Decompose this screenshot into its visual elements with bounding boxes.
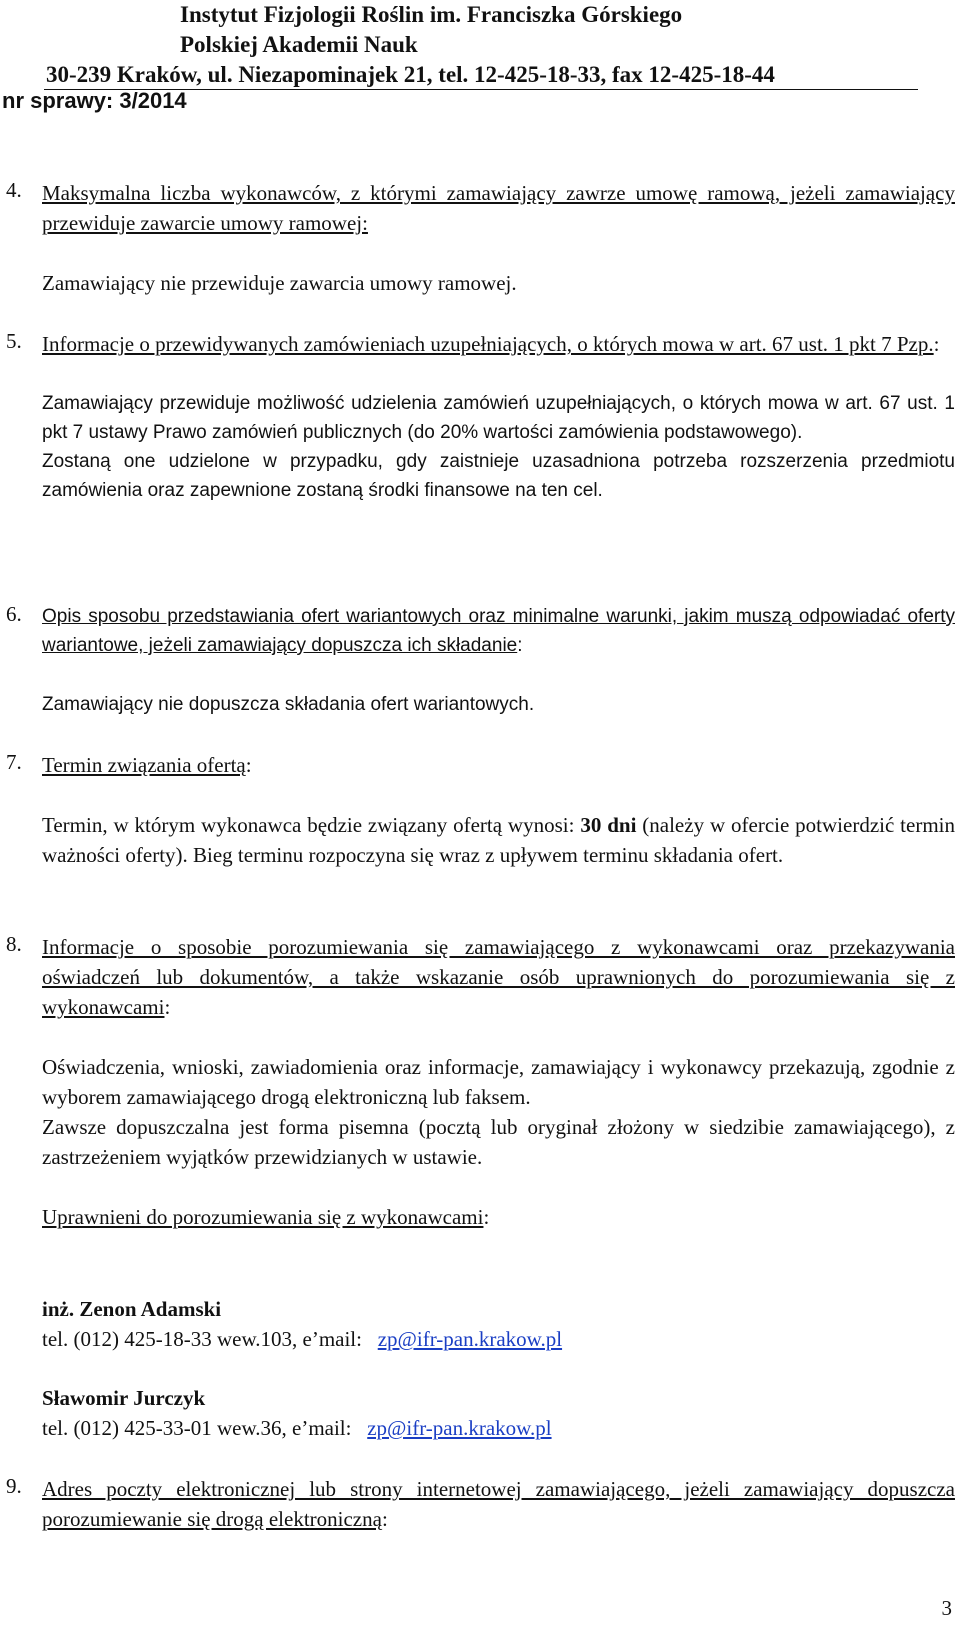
section-text: Zamawiający nie przewiduje zawarcia umowy ramowej. bbox=[42, 271, 517, 295]
section-text: Zamawiający przewiduje możliwość udzielenia zamówień uzupełniających, o których mowa w art. 67 ust. 1 pkt 7 ustawy Prawo zamówień publicznych (do 20% wartości zamówienia podstawowego). bbox=[42, 393, 955, 443]
section-body bbox=[42, 602, 955, 719]
header-address: 30-239 Kraków, ul. Niezapominajek 21, tel. 12-425-18-33, fax 12-425-18-44 bbox=[46, 62, 775, 87]
section-text: Zamawiający nie dopuszcza składania ofert wariantowych. bbox=[42, 694, 535, 715]
heading-colon: : bbox=[933, 332, 940, 356]
section-text: Oświadczenia, wnioski, zawiadomienia oraz informacje, zamawiający i wykonawcy przekazują, zgodnie z wyborem zamawiającego drogą elektroniczną lub faksem. bbox=[42, 1055, 955, 1109]
section-text: Termin, w którym wykonawca będzie związany ofertą wynosi: 30 dni (należy w ofercie potwierdzić termin ważności oferty). Bieg terminu rozpoczyna się wraz z upływem terminu składania ofert. bbox=[42, 813, 955, 867]
section-text: Zostaną one udzielone w przypadku, gdy zaistnieje uzasadniona potrzeba rozszerzenia przedmiotu zamówienia oraz zapewnione zostaną środki finansowe na ten cel. bbox=[42, 451, 955, 501]
email-link[interactable]: zp@ifr-pan.krakow.pl bbox=[367, 1416, 552, 1440]
section-heading: Informacje o przewidywanych zamówieniach uzupełniających, o których mowa w art. 67 ust. 1 pkt 7 Pzp. bbox=[42, 332, 934, 356]
section-body bbox=[42, 329, 955, 505]
heading-colon: : bbox=[245, 753, 252, 777]
heading-colon: : bbox=[164, 995, 171, 1019]
heading-colon: : bbox=[381, 1507, 388, 1531]
header-academy-name: Polskiej Akademii Nauk bbox=[180, 32, 418, 57]
header-institute-name: Instytut Fizjologii Roślin im. Franciszka Górskiego bbox=[180, 2, 683, 27]
section-heading: Maksymalna liczba wykonawców, z którymi zamawiający zawrze umowę ramową, jeżeli zamawiający przewiduje zawarcie umowy ramowej: bbox=[42, 181, 955, 235]
case-number: nr sprawy: 3/2014 bbox=[2, 88, 187, 113]
section-heading: Termin związania ofertą bbox=[42, 753, 246, 777]
section-number: 5. bbox=[6, 329, 22, 353]
contact-name: Sławomir Jurczyk bbox=[42, 1386, 206, 1410]
email-link[interactable]: zp@ifr-pan.krakow.pl bbox=[377, 1327, 563, 1351]
section-number: 4. bbox=[6, 178, 22, 202]
section-text: Zawsze dopuszczalna jest forma pisemna (pocztą lub oryginał złożony w siedzibie zamawiającego), z zastrzeżeniem wyjątków przewidzianych w ustawie. bbox=[42, 1115, 955, 1169]
section-number: 8. bbox=[6, 932, 22, 956]
contact-name: inż. Zenon Adamski bbox=[42, 1297, 222, 1321]
page-number: 3 bbox=[941, 1596, 952, 1620]
heading-colon: : bbox=[517, 635, 523, 656]
section-heading: Adres poczty elektronicznej lub strony internetowej zamawiającego, jeżeli zamawiający dopuszcza porozumiewanie się drogą elektroniczną bbox=[42, 1477, 955, 1531]
section-body bbox=[42, 1474, 955, 1534]
authorized-persons-label: Uprawnieni do porozumiewania się z wykonawcami bbox=[42, 1205, 484, 1229]
section-number: 9. bbox=[6, 1474, 22, 1498]
contact-phone: tel. (012) 425-33-01 wew.36, e’mail: bbox=[42, 1416, 352, 1440]
section-body bbox=[42, 178, 955, 298]
section-number: 7. bbox=[6, 750, 22, 774]
section-heading: Opis sposobu przedstawiania ofert wariantowych oraz minimalne warunki, jakim muszą odpowiadać oferty wariantowe, jeżeli zamawiający dopuszcza ich składanie bbox=[42, 606, 955, 656]
offer-validity-days: 30 dni bbox=[580, 813, 637, 837]
section-number: 6. bbox=[6, 602, 22, 626]
section-body: Informacje o sposobie porozumiewania się zamawiającego z wykonawcami oraz przekazywania oświadczeń lub dokumentów, a także wskazanie osób uprawnionych do porozumiewania się z wykonawcami: Oświadczenia, wnioski, zawiadomienia oraz informacje, zamawiający i wykonawcy przekazują, zgodnie z wyborem zamawiającego drogą elektroniczną lub faksem. Zawsze dopuszczalna jest forma pisemna (pocztą lub oryginał złożony w siedzibie zamawiającego), z zastrzeżeniem wyjątków przewidzianych w ustawie. Uprawnieni do porozumiewania się z wykonawcami: bbox=[42, 935, 955, 1229]
section-body bbox=[42, 750, 955, 870]
section-heading: Informacje o sposobie porozumiewania się zamawiającego z wykonawcami oraz przekazywania oświadczeń lub dokumentów, a także wskazanie osób uprawnionych do porozumiewania się z wykonawcami bbox=[42, 935, 955, 1019]
contact-phone: tel. (012) 425-18-33 wew.103, e’mail: bbox=[42, 1327, 362, 1351]
